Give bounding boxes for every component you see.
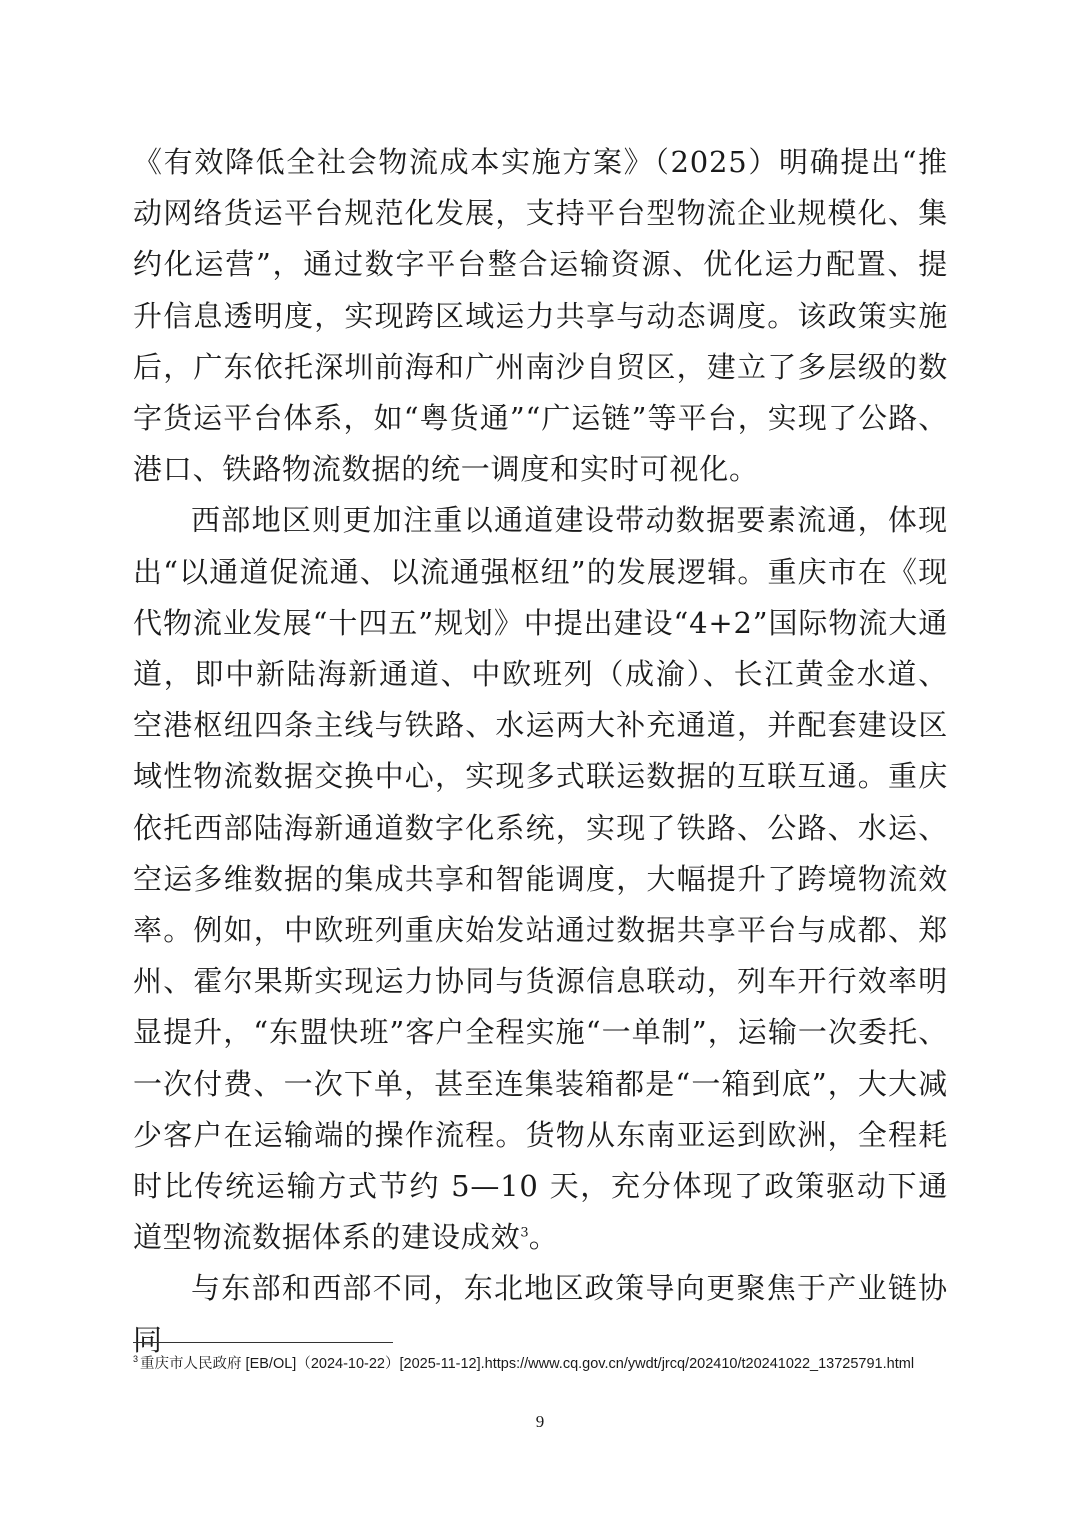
- footnote-divider: [133, 1342, 393, 1343]
- paragraph-2: [133, 495, 948, 1263]
- paragraph-3: 与东部和西部不同，东北地区政策导向更聚焦于产业链协同: [133, 1271, 948, 1357]
- body-text: [133, 137, 948, 1366]
- footnote-mark: 3: [133, 1354, 139, 1365]
- footnote: [133, 1352, 948, 1377]
- paragraph-1: 《有效降低全社会物流成本实施方案》（2025）明确提出“推动网络货运平台规范化发展，支持平台型物流企业规模化、集约化运营”，通过数字平台整合运输资源、优化运力配置、提升信息透明度，实现跨区域运力共享与动态调度。该政策实施后，广东依托深圳前海和广州南沙自贸区，建立了多层级的数字货运平台体系，如“粤货通”“广运链”等平台，实现了公路、港口、铁路物流数据的统一调度和实时可视化。: [133, 145, 948, 487]
- footnote-text: 重庆市人民政府 [EB/OL]（2024-10-22）[2025-11-12].https://www.cq.gov.cn/ywdt/jrcq/202410/t20241022_13725791.html: [140, 1356, 915, 1372]
- footnote-reference[interactable]: 3: [520, 1225, 529, 1241]
- paragraph-2-end: 。: [528, 1220, 559, 1255]
- page-number: 9: [535, 1412, 545, 1431]
- paragraph-2-text: 西部地区则更加注重以通道建设带动数据要素流通，体现出“以通道促流通、以流通强枢纽”的发展逻辑。重庆市在《现代物流业发展“十四五”规划》中提出建设“4+2”国际物流大通道，即中新陆海新通道、中欧班列（成渝）、长江黄金水道、空港枢纽四条主线与铁路、水运两大补充通道，并配套建设区域性物流数据交换中心，实现多式联运数据的互联互通。重庆依托西部陆海新通道数字化系统，实现了铁路、公路、水运、空运多维数据的集成共享和智能调度，大幅提升了跨境物流效率。例如，中欧班列重庆始发站通过数据共享平台与成都、郑州、霍尔果斯实现运力协同与货源信息联动，列车开行效率明显提升，“东盟快班”客户全程实施“一单制”，运输一次委托、一次付费、一次下单，甚至连集装箱都是“一箱到底”，大大减少客户在运输端的操作流程。货物从东南亚运到欧洲，全程耗时比传统运输方式节约 5—10 天，充分体现了政策驱动下通道型物流数据体系的建设成效: [133, 503, 948, 1255]
